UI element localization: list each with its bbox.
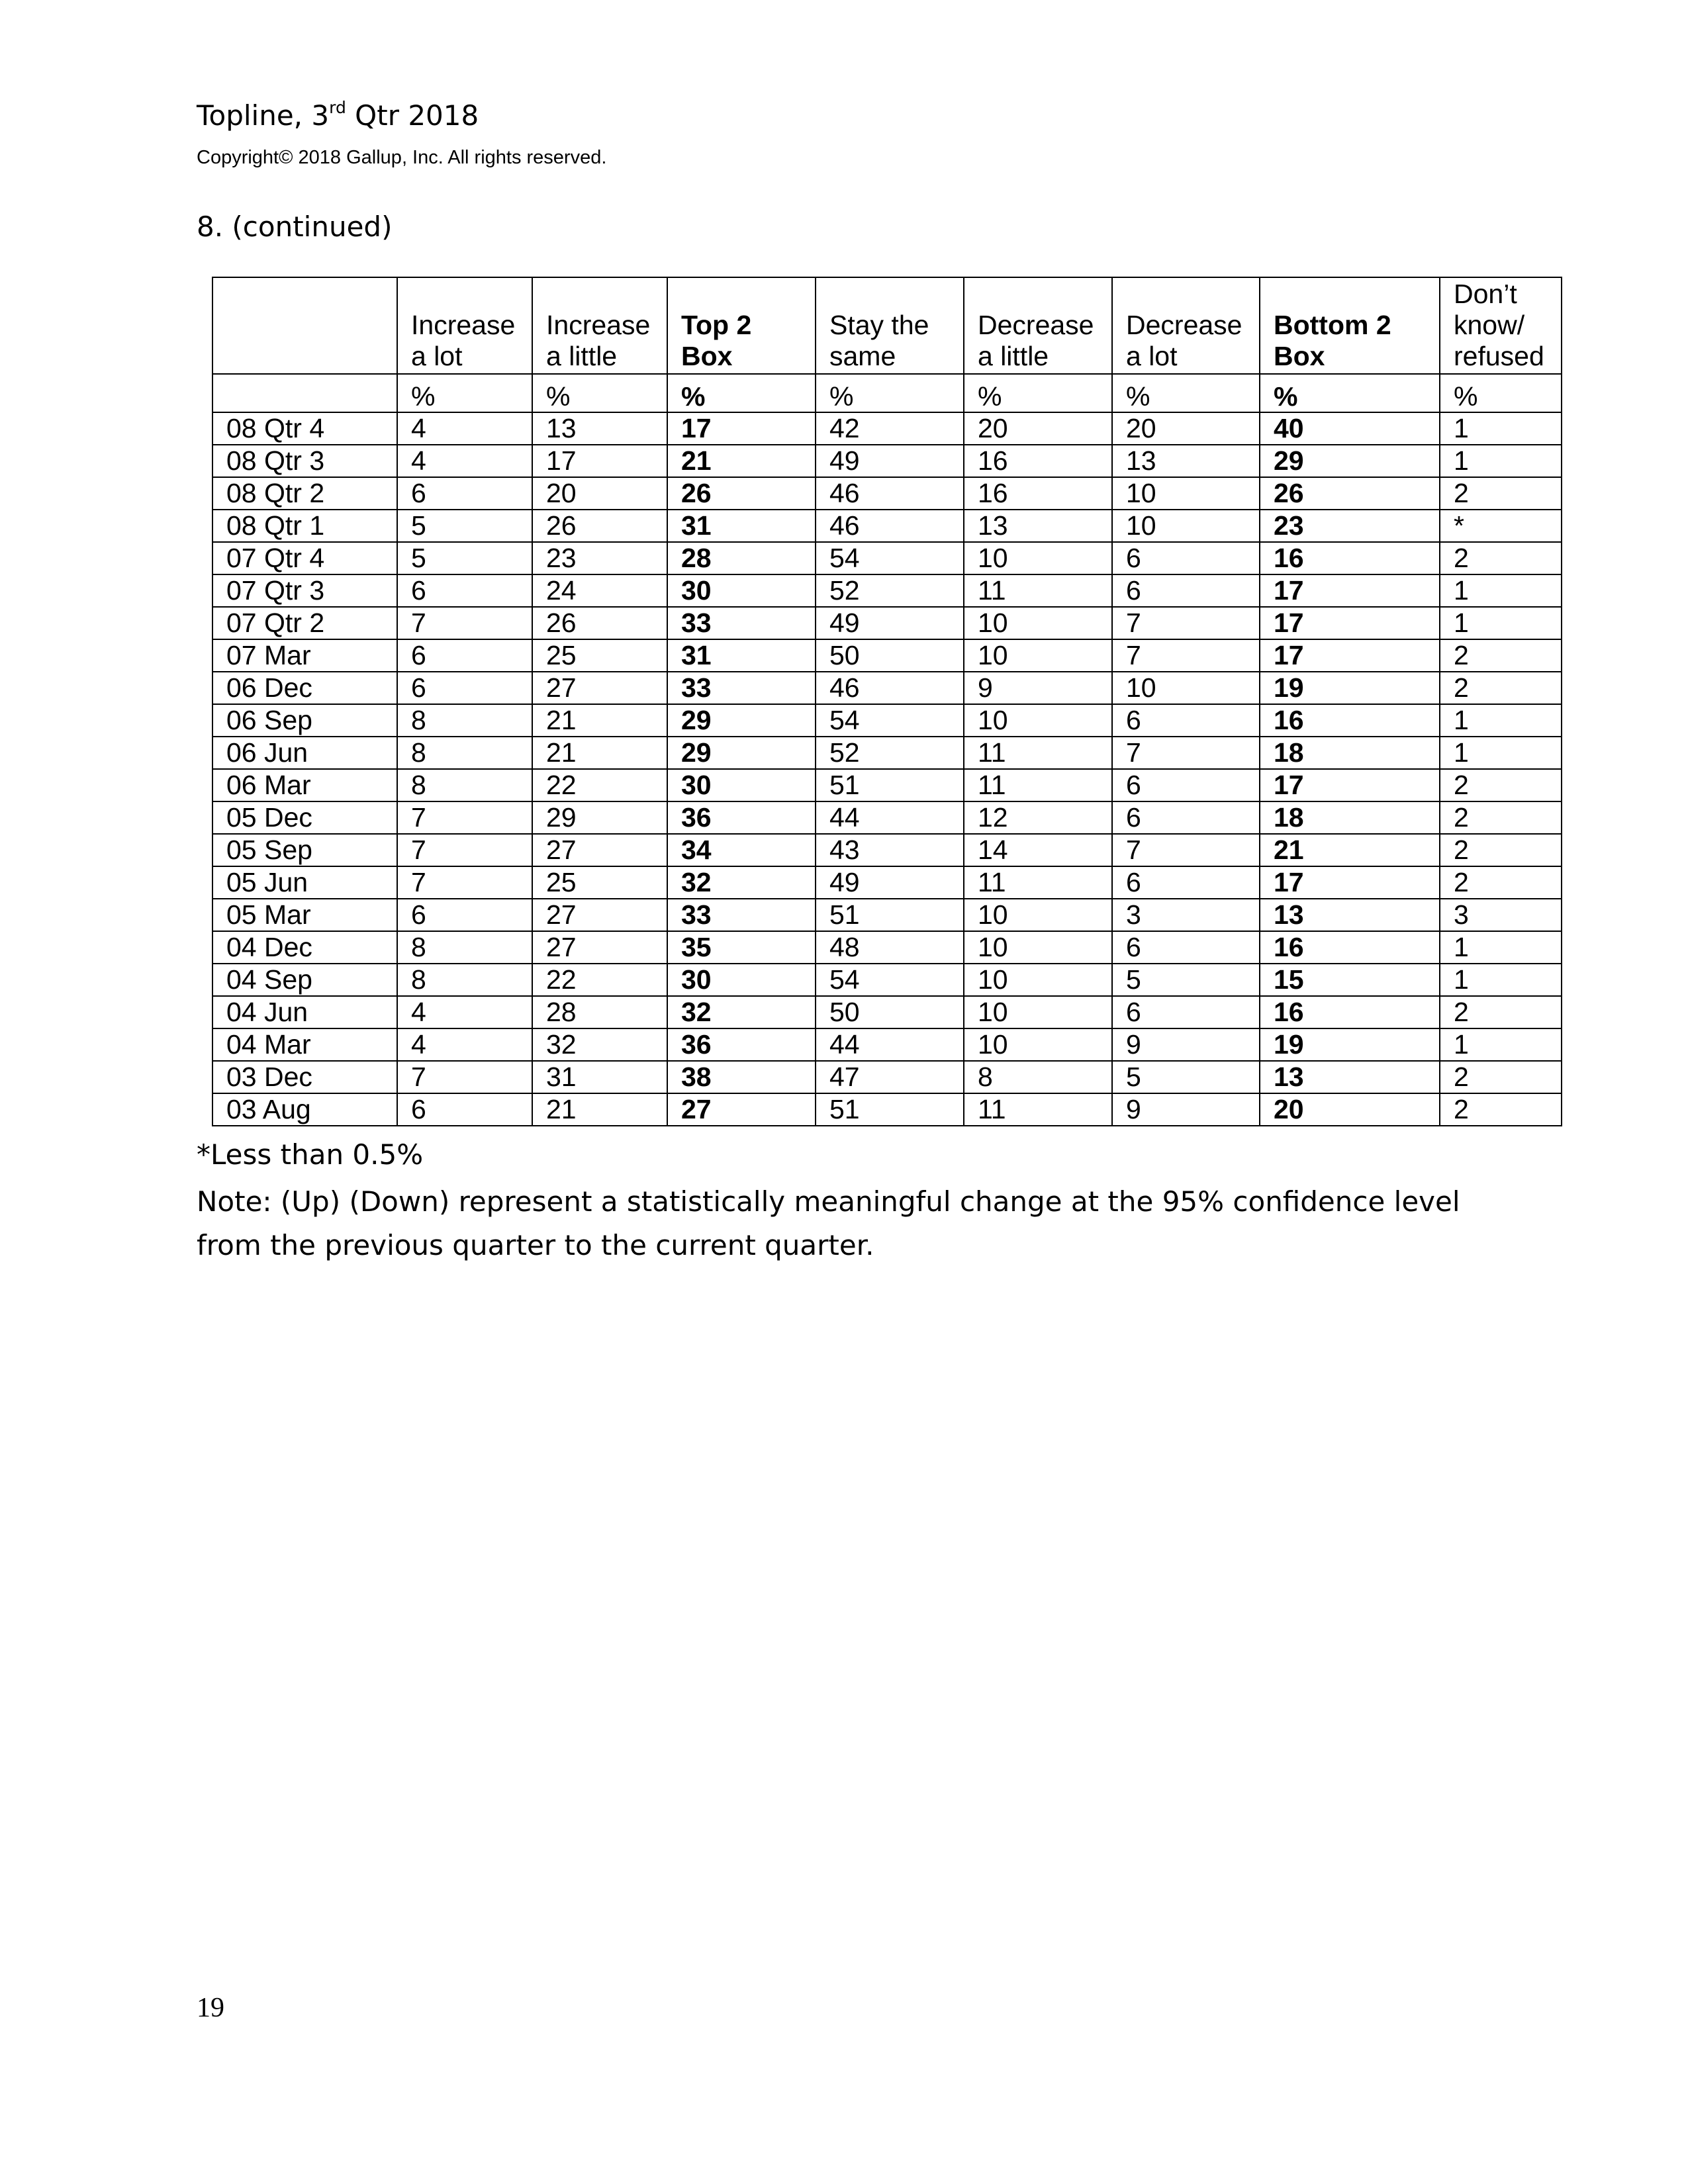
- table-cell: 8: [397, 737, 532, 769]
- table-cell: 2: [1440, 866, 1562, 899]
- table-cell: 23: [532, 542, 667, 574]
- table-cell: 4: [397, 996, 532, 1028]
- column-header-line: Box: [681, 341, 733, 371]
- table-cell: 31: [532, 1061, 667, 1093]
- table-cell: 32: [667, 866, 816, 899]
- table-cell: 11: [964, 866, 1112, 899]
- row-label: 05 Mar: [212, 899, 397, 931]
- table-cell: 16: [964, 477, 1112, 510]
- table-cell: 1: [1440, 574, 1562, 607]
- table-cell: 30: [667, 964, 816, 996]
- table-cell: 7: [397, 866, 532, 899]
- row-label: 06 Mar: [212, 769, 397, 801]
- table-cell: 22: [532, 769, 667, 801]
- table-cell: 1: [1440, 737, 1562, 769]
- table-cell: *: [1440, 510, 1562, 542]
- table-cell: 51: [816, 769, 964, 801]
- table-cell: 32: [532, 1028, 667, 1061]
- column-header: [964, 277, 1112, 374]
- table-cell: 10: [964, 964, 1112, 996]
- column-header: [1112, 277, 1260, 374]
- table-cell: 16: [1260, 931, 1440, 964]
- row-label: 04 Dec: [212, 931, 397, 964]
- table-cell: 27: [532, 931, 667, 964]
- table-cell: 20: [964, 412, 1112, 445]
- column-header-line: Increase: [546, 310, 651, 340]
- table-cell: 1: [1440, 445, 1562, 477]
- table-row: [212, 769, 1562, 801]
- table-row: [212, 639, 1562, 672]
- table-cell: 5: [1112, 1061, 1260, 1093]
- results-table: [212, 277, 1562, 1126]
- row-label: 08 Qtr 2: [212, 477, 397, 510]
- table-cell: 9: [1112, 1028, 1260, 1061]
- table-cell: 19: [1260, 1028, 1440, 1061]
- unit-cell: %: [1260, 374, 1440, 412]
- table-cell: 17: [667, 412, 816, 445]
- table-cell: 10: [1112, 510, 1260, 542]
- table-cell: 36: [667, 1028, 816, 1061]
- table-cell: 7: [397, 1061, 532, 1093]
- table-row: [212, 1061, 1562, 1093]
- table-cell: 26: [532, 607, 667, 639]
- column-header-line: Bottom 2: [1274, 310, 1391, 340]
- table-cell: 6: [397, 672, 532, 704]
- row-label: 06 Sep: [212, 704, 397, 737]
- table-cell: 18: [1260, 737, 1440, 769]
- table-row: [212, 672, 1562, 704]
- table-cell: 7: [397, 607, 532, 639]
- table-cell: 54: [816, 964, 964, 996]
- table-cell: 6: [397, 1093, 532, 1126]
- table-cell: 1: [1440, 704, 1562, 737]
- table-cell: 10: [964, 996, 1112, 1028]
- unit-cell: [212, 374, 397, 412]
- table-cell: 17: [1260, 866, 1440, 899]
- row-label: 04 Jun: [212, 996, 397, 1028]
- table-cell: 10: [1112, 477, 1260, 510]
- table-cell: 4: [397, 412, 532, 445]
- table-cell: 52: [816, 737, 964, 769]
- table-cell: 16: [964, 445, 1112, 477]
- table-row: [212, 477, 1562, 510]
- table-cell: 5: [397, 542, 532, 574]
- table-cell: 3: [1112, 899, 1260, 931]
- table-row: [212, 1093, 1562, 1126]
- table-cell: 10: [964, 607, 1112, 639]
- table-cell: 26: [667, 477, 816, 510]
- column-header-line: a lot: [411, 341, 463, 371]
- row-label: 07 Qtr 2: [212, 607, 397, 639]
- table-cell: 52: [816, 574, 964, 607]
- table-cell: 32: [667, 996, 816, 1028]
- table-cell: 49: [816, 866, 964, 899]
- table-cell: 11: [964, 574, 1112, 607]
- table-cell: 4: [397, 1028, 532, 1061]
- row-label: 05 Jun: [212, 866, 397, 899]
- column-header: [212, 277, 397, 374]
- table-cell: 12: [964, 801, 1112, 834]
- table-cell: 1: [1440, 412, 1562, 445]
- row-label: 07 Qtr 4: [212, 542, 397, 574]
- title-superscript: rd: [329, 98, 346, 117]
- table-cell: 10: [964, 1028, 1112, 1061]
- table-row: [212, 542, 1562, 574]
- table-cell: 21: [532, 704, 667, 737]
- table-cell: 29: [667, 704, 816, 737]
- significance-note: Note: (Up) (Down) represent a statistically meaningful change at the 95% confidence level from the previous quarter to the current quarter.: [197, 1185, 1460, 1261]
- table-cell: 21: [532, 1093, 667, 1126]
- table-cell: 7: [397, 834, 532, 866]
- table-cell: 29: [1260, 445, 1440, 477]
- column-header-line: know/: [1454, 310, 1525, 340]
- table-cell: 27: [532, 899, 667, 931]
- unit-cell: %: [667, 374, 816, 412]
- row-label: 08 Qtr 1: [212, 510, 397, 542]
- column-header: [816, 277, 964, 374]
- table-cell: 48: [816, 931, 964, 964]
- table-cell: 17: [1260, 639, 1440, 672]
- table-cell: 4: [397, 445, 532, 477]
- table-cell: 7: [1112, 607, 1260, 639]
- unit-cell: %: [816, 374, 964, 412]
- table-row: [212, 899, 1562, 931]
- table-cell: 6: [1112, 931, 1260, 964]
- table-cell: 16: [1260, 704, 1440, 737]
- table-cell: 2: [1440, 1061, 1562, 1093]
- table-cell: 27: [532, 834, 667, 866]
- table-cell: 36: [667, 801, 816, 834]
- column-header-line: Increase: [411, 310, 516, 340]
- table-cell: 8: [397, 704, 532, 737]
- table-cell: 2: [1440, 477, 1562, 510]
- row-label: 08 Qtr 4: [212, 412, 397, 445]
- row-label: 04 Mar: [212, 1028, 397, 1061]
- table-cell: 40: [1260, 412, 1440, 445]
- table-cell: 7: [1112, 834, 1260, 866]
- table-cell: 2: [1440, 769, 1562, 801]
- table-cell: 30: [667, 574, 816, 607]
- header-row: [212, 277, 1562, 374]
- table-cell: 22: [532, 964, 667, 996]
- table-row: [212, 801, 1562, 834]
- table-row: [212, 996, 1562, 1028]
- table-cell: 1: [1440, 607, 1562, 639]
- table-cell: 7: [1112, 639, 1260, 672]
- table-row: [212, 412, 1562, 445]
- table-cell: 50: [816, 996, 964, 1028]
- table-row: [212, 574, 1562, 607]
- table-cell: 18: [1260, 801, 1440, 834]
- table-cell: 42: [816, 412, 964, 445]
- table-cell: 2: [1440, 542, 1562, 574]
- table-cell: 33: [667, 672, 816, 704]
- row-label: 06 Dec: [212, 672, 397, 704]
- table-cell: 6: [1112, 801, 1260, 834]
- table-row: [212, 445, 1562, 477]
- table-cell: 13: [532, 412, 667, 445]
- column-header-line: Stay the: [829, 310, 929, 340]
- table-cell: 10: [1112, 672, 1260, 704]
- table-cell: 28: [667, 542, 816, 574]
- table-cell: 13: [964, 510, 1112, 542]
- table-cell: 25: [532, 866, 667, 899]
- row-label: 05 Sep: [212, 834, 397, 866]
- column-header: [667, 277, 816, 374]
- table-cell: 8: [397, 964, 532, 996]
- table-cell: 10: [964, 704, 1112, 737]
- unit-cell: %: [532, 374, 667, 412]
- document-title: [197, 99, 479, 130]
- row-label: 05 Dec: [212, 801, 397, 834]
- table-row: [212, 704, 1562, 737]
- table-cell: 27: [532, 672, 667, 704]
- column-header-line: Decrease: [978, 310, 1094, 340]
- row-label: 03 Aug: [212, 1093, 397, 1126]
- table-cell: 16: [1260, 996, 1440, 1028]
- table-cell: 11: [964, 769, 1112, 801]
- table-cell: 17: [1260, 607, 1440, 639]
- row-label: 06 Jun: [212, 737, 397, 769]
- table-cell: 25: [532, 639, 667, 672]
- table-cell: 29: [667, 737, 816, 769]
- table-cell: 6: [1112, 704, 1260, 737]
- table-cell: 6: [397, 477, 532, 510]
- column-header: [532, 277, 667, 374]
- column-header-line: Box: [1274, 341, 1325, 371]
- table-cell: 43: [816, 834, 964, 866]
- table-cell: 44: [816, 1028, 964, 1061]
- table-cell: 1: [1440, 1028, 1562, 1061]
- table-cell: 31: [667, 510, 816, 542]
- table-cell: 10: [964, 931, 1112, 964]
- table-row: [212, 866, 1562, 899]
- title-prefix: Topline, 3: [197, 99, 330, 132]
- table-cell: 51: [816, 899, 964, 931]
- table-cell: 11: [964, 737, 1112, 769]
- table-cell: 54: [816, 542, 964, 574]
- table-cell: 13: [1260, 1061, 1440, 1093]
- table-cell: 44: [816, 801, 964, 834]
- table-cell: 20: [532, 477, 667, 510]
- table-cell: 2: [1440, 672, 1562, 704]
- table-cell: 49: [816, 445, 964, 477]
- table-cell: 38: [667, 1061, 816, 1093]
- column-header-line: same: [829, 341, 896, 371]
- table-cell: 17: [1260, 769, 1440, 801]
- unit-cell: %: [964, 374, 1112, 412]
- table-row: [212, 964, 1562, 996]
- table-cell: 2: [1440, 801, 1562, 834]
- table-cell: 6: [1112, 574, 1260, 607]
- table-row: [212, 607, 1562, 639]
- table-cell: 6: [397, 639, 532, 672]
- table-cell: 6: [1112, 769, 1260, 801]
- table-cell: 9: [964, 672, 1112, 704]
- table-cell: 5: [397, 510, 532, 542]
- unit-cell: %: [1112, 374, 1260, 412]
- table-cell: 24: [532, 574, 667, 607]
- table-cell: 19: [1260, 672, 1440, 704]
- table-cell: 26: [1260, 477, 1440, 510]
- column-header-line: Decrease: [1126, 310, 1243, 340]
- column-header: [397, 277, 532, 374]
- table-cell: 9: [1112, 1093, 1260, 1126]
- table-cell: 2: [1440, 639, 1562, 672]
- table-cell: 3: [1440, 899, 1562, 931]
- table-cell: 6: [1112, 542, 1260, 574]
- table-cell: 2: [1440, 1093, 1562, 1126]
- table-row: [212, 510, 1562, 542]
- row-label: 04 Sep: [212, 964, 397, 996]
- table-cell: 28: [532, 996, 667, 1028]
- table-cell: 21: [667, 445, 816, 477]
- table-cell: 27: [667, 1093, 816, 1126]
- table-cell: 5: [1112, 964, 1260, 996]
- table-cell: 14: [964, 834, 1112, 866]
- column-header-line: a little: [978, 341, 1049, 371]
- table-cell: 8: [397, 931, 532, 964]
- column-header-line: Top 2: [681, 310, 752, 340]
- table-row: [212, 737, 1562, 769]
- column-header-line: a lot: [1126, 341, 1178, 371]
- column-header-line: a little: [546, 341, 618, 371]
- asterisk-footnote: *Less than 0.5%: [197, 1138, 424, 1171]
- row-label: 07 Qtr 3: [212, 574, 397, 607]
- table-cell: 8: [397, 769, 532, 801]
- table-cell: 13: [1260, 899, 1440, 931]
- table-cell: 20: [1260, 1093, 1440, 1126]
- row-label: 08 Qtr 3: [212, 445, 397, 477]
- table-row: [212, 834, 1562, 866]
- table-cell: 17: [532, 445, 667, 477]
- table-cell: 6: [397, 574, 532, 607]
- copyright-notice: Copyright© 2018 Gallup, Inc. All rights reserved.: [197, 147, 607, 168]
- column-header-line: Don’t: [1454, 279, 1517, 309]
- page-number: 19: [197, 1993, 224, 2023]
- table-row: [212, 931, 1562, 964]
- table-cell: 46: [816, 510, 964, 542]
- table-cell: 51: [816, 1093, 964, 1126]
- table-cell: 6: [1112, 996, 1260, 1028]
- table-cell: 23: [1260, 510, 1440, 542]
- table-cell: 46: [816, 672, 964, 704]
- table-cell: 31: [667, 639, 816, 672]
- table-cell: 17: [1260, 574, 1440, 607]
- table-cell: 29: [532, 801, 667, 834]
- table-cell: 16: [1260, 542, 1440, 574]
- table-cell: 7: [1112, 737, 1260, 769]
- table-cell: 30: [667, 769, 816, 801]
- table-cell: 50: [816, 639, 964, 672]
- table-cell: 11: [964, 1093, 1112, 1126]
- table-cell: 15: [1260, 964, 1440, 996]
- table-cell: 46: [816, 477, 964, 510]
- table-cell: 6: [397, 899, 532, 931]
- table-cell: 33: [667, 607, 816, 639]
- table-cell: 34: [667, 834, 816, 866]
- table-cell: 20: [1112, 412, 1260, 445]
- table-cell: 49: [816, 607, 964, 639]
- table-cell: 2: [1440, 834, 1562, 866]
- table-cell: 13: [1112, 445, 1260, 477]
- table-cell: 1: [1440, 931, 1562, 964]
- table-cell: 10: [964, 639, 1112, 672]
- row-label: 03 Dec: [212, 1061, 397, 1093]
- question-label: 8. (continued): [197, 210, 393, 243]
- table-cell: 21: [1260, 834, 1440, 866]
- column-header: [1440, 277, 1562, 374]
- percent-unit-row: [212, 374, 1562, 412]
- table-cell: 33: [667, 899, 816, 931]
- table-cell: 47: [816, 1061, 964, 1093]
- table-cell: 1: [1440, 964, 1562, 996]
- table-cell: 21: [532, 737, 667, 769]
- table-row: [212, 1028, 1562, 1061]
- table-cell: 54: [816, 704, 964, 737]
- row-label: 07 Mar: [212, 639, 397, 672]
- table-cell: 8: [964, 1061, 1112, 1093]
- title-suffix: Qtr 2018: [346, 99, 479, 132]
- table-cell: 7: [397, 801, 532, 834]
- unit-cell: %: [397, 374, 532, 412]
- unit-cell: %: [1440, 374, 1562, 412]
- table-cell: 35: [667, 931, 816, 964]
- column-header: [1260, 277, 1440, 374]
- table-cell: 10: [964, 899, 1112, 931]
- table-cell: 2: [1440, 996, 1562, 1028]
- table-cell: 6: [1112, 866, 1260, 899]
- column-header-line: refused: [1454, 341, 1544, 371]
- table-cell: 10: [964, 542, 1112, 574]
- table-cell: 26: [532, 510, 667, 542]
